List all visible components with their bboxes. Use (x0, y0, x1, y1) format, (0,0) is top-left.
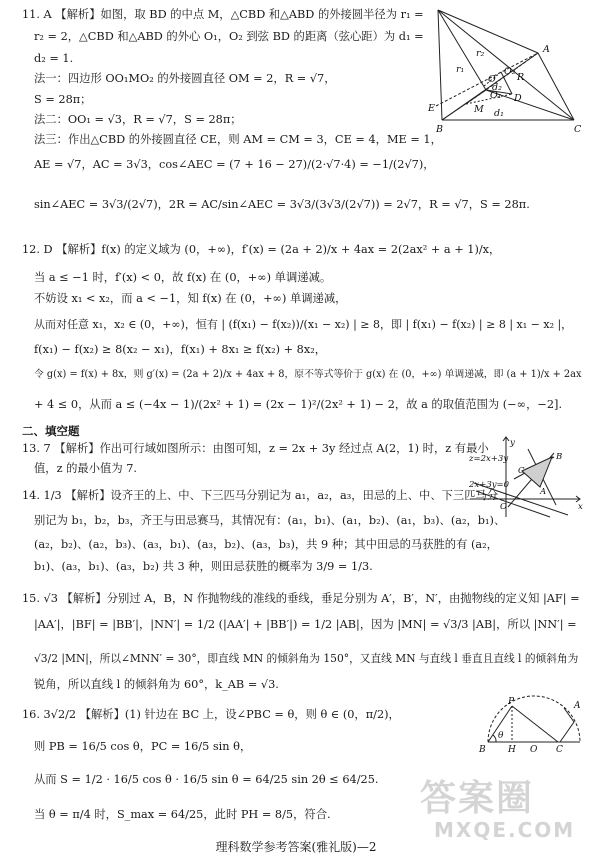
q16-label: C (556, 745, 563, 755)
q13-label: x (578, 502, 583, 512)
q11-label: D (514, 93, 522, 104)
q11-label: d₁ (494, 108, 504, 119)
q16-label: O (530, 745, 538, 755)
text-line: |AA′|，|BF| = |BB′|，|NN′| = 1/2 (|AA′| + |BB′|) = 1/2 |AB|，因为 |MN| = √3/3 |AB|，所以 |NN′| = (34, 618, 577, 631)
q16-figure (478, 694, 586, 760)
q11-label: B (436, 124, 443, 135)
text-line: r₂ = 2，△CBD 和△ABD 的外心 O₁，O₂ 到弦 BD 的距离（弦心距）为 d₁ = (34, 30, 424, 43)
text-line: √3/2 |MN|，所以∠MNN′ = 30°，即直线 MN 的倾斜角为 150°，又直线 MN 与直线 l 垂直且直线 l 的倾斜角为 (34, 652, 579, 665)
q11-label: E (428, 103, 435, 114)
text-line: 不妨设 x₁ < x₂，而 a < −1，知 f(x) 在 (0，+∞) 单调递减， (34, 292, 347, 305)
q13-label: A (540, 487, 547, 497)
text-line: 13. 7 【解析】作出可行域如图所示：由图可知，z = 2x + 3y 经过点 A(2，1) 时，z 有最小 (22, 442, 489, 455)
q11-label: R (517, 72, 525, 83)
q11-label: O (488, 74, 496, 85)
text-line: 法一：四边形 OO₁MO₂ 的外接圆直径 OM = 2，R = √7， (34, 72, 336, 85)
text-line: 法三：作出△CBD 的外接圆直径 CE，则 AM = CM = 3，CE = 4，ME = 1， (34, 133, 442, 146)
text-line: 11. A 【解析】如图，取 BD 的中点 M，△CBD 和△ABD 的外接圆半径为 r₁ = (22, 8, 424, 21)
q16-label: θ (498, 731, 504, 741)
text-line: 法二：OO₁ = √3，R = √7，S = 28π； (34, 113, 242, 126)
q11-figure (426, 8, 586, 138)
q13-label: z=2x+3y (469, 454, 509, 464)
text-line: AE = √7，AC = 3√3，cos∠AEC = (7 + 16 − 27)/(2·√7·4) = −1/(2√7)， (34, 158, 435, 171)
q13-label: B (556, 452, 563, 462)
text-line: 令 g(x) = f(x) + 8x，则 g′(x) = (2a + 2)/x + 4ax + 8，原不等式等价于 g(x) 在 (0，+∞) 单调递减，即 (a + 1)/x + 2ax (34, 369, 582, 380)
text-line: 锐角，所以直线 l 的倾斜角为 60°，k_AB = √3. (34, 678, 279, 691)
text-line: 从而 S = 1/2 · 16/5 cos θ · 16/5 sin θ = 64/25 sin 2θ ≤ 64/25. (34, 773, 379, 786)
text-line: + 4 ≤ 0，从而 a ≤ (−4x − 1)/(2x² + 1) = (2x − 1)²/(2x² + 1) − 2，故 a 的取值范围为 (−∞，−2]. (34, 398, 563, 411)
q11-label: O₁ (490, 90, 502, 101)
text-line: 从而对任意 x₁，x₂ ∈ (0，+∞)，恒有 | (f(x₁) − f(x₂))/(x₁ − x₂) | ≥ 8，即 | f(x₁) − f(x₂) | ≥ 8 | x₁ − x₂ |， (34, 318, 573, 331)
q13-label: O (500, 502, 507, 512)
q13-figure (468, 435, 586, 519)
text-line: 16. 3√2/2 【解析】(1) 针边在 BC 上，设∠PBC = θ，则 θ ∈ (0，π/2)， (22, 708, 400, 721)
text-line: 值，z 的最小值为 7. (34, 462, 137, 475)
watermark-domain: MXQE.COM (434, 818, 576, 842)
q13-label: C (518, 466, 525, 476)
section-title: 二、填空题 (22, 424, 80, 438)
text-line: 别记为 b₁，b₂，b₃，齐王与田忌赛马，其情况有：(a₁，b₁)、(a₁，b₂)、(a₁，b₃)、(a₂，b₁)、 (34, 514, 506, 527)
text-line: 当 θ = π/4 时，S_max = 64/25，此时 PH = 8/5，符合. (34, 808, 331, 821)
q16-label: A (574, 701, 581, 711)
text-line: d₂ = 1. (34, 52, 74, 65)
text-line: 14. 1/3 【解析】设齐王的上、中、下三匹马分别记为 a₁，a₂，a₃，田忌的上、中、下三匹马分 (22, 489, 499, 502)
q13-label: y (510, 438, 515, 448)
text-line: b₁)、(a₃，b₁)、(a₃，b₂) 共 3 种，则田忌获胜的概率为 3/9 = 1/3. (34, 560, 373, 573)
text-line: 当 a ≤ −1 时，f′(x) < 0，故 f(x) 在 (0，+∞) 单调递减。 (34, 271, 332, 284)
q11-label: O₂ (504, 66, 516, 77)
q16-label: B (479, 745, 486, 755)
q11-label: d₂ (492, 82, 502, 93)
q11-label: A (543, 44, 550, 55)
q16-label: P (508, 697, 515, 707)
q16-label: H (508, 745, 516, 755)
text-line: S = 28π； (34, 93, 92, 106)
q11-label: r₁ (456, 64, 465, 75)
text-line: (a₂，b₂)、(a₂，b₃)、(a₃，b₁)、(a₃，b₂)、(a₃，b₃)，共 9 种；其中田忌的马获胜的有 (a₂， (34, 538, 498, 551)
q13-label: 2x+3y=0 (469, 480, 510, 490)
q11-label: r₂ (476, 48, 485, 59)
text-line: 则 PB = 16/5 cos θ，PC = 16/5 sin θ， (34, 740, 252, 753)
page-footer: 理科数学参考答案(雅礼版)—2 (215, 840, 377, 854)
q11-label: C (574, 124, 582, 135)
text-line: f(x₁) − f(x₂) ≥ 8(x₂ − x₁)，f(x₁) + 8x₁ ≥ f(x₂) + 8x₂， (34, 343, 327, 356)
text-line: 12. D 【解析】f(x) 的定义域为 (0，+∞)，f′(x) = (2a + 2)/x + 4ax = 2(2ax² + a + 1)/x， (22, 243, 501, 256)
q11-label: M (474, 104, 484, 115)
text-line: 15. √3 【解析】分别过 A，B，N 作抛物线的准线的垂线，垂足分别为 A′，B′，N′，由抛物线的定义知 |AF| = (22, 592, 580, 605)
watermark-logo: 答案圈 (420, 778, 535, 819)
text-line: sin∠AEC = 3√3/(2√7)，2R = AC/sin∠AEC = 3√3/(3√3/(2√7)) = 2√7，R = √7，S = 28π. (34, 198, 530, 211)
